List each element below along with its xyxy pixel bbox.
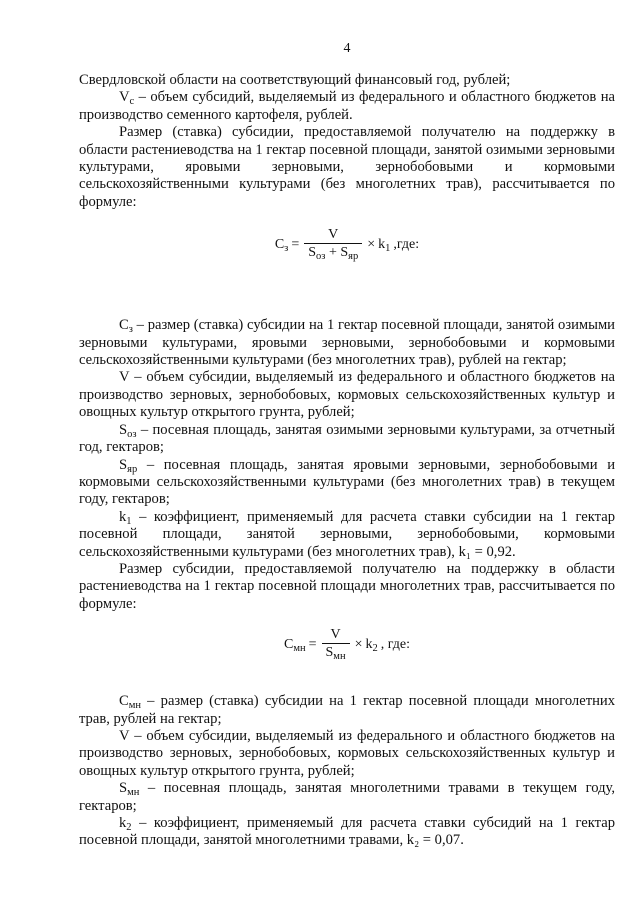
- formula-tail: , где:: [380, 636, 410, 652]
- formula-numerator: V: [328, 227, 339, 243]
- document-body: [79, 72, 615, 850]
- paragraph-text: – посевная площадь, занятая яровыми зерновыми, зернобобовыми и кормовыми сельскохозяйственными культурами (без многолетних трав) в текущем году, гектаров;: [79, 456, 615, 508]
- paragraph: [79, 72, 615, 89]
- paragraph-text: – посевная площадь, занятая многолетними травами в текущем году, гектаров;: [79, 780, 615, 814]
- formula-coefficient: $k_2$: [365, 636, 378, 654]
- term-symbol: S: [119, 456, 128, 473]
- term-subscript: 1: [126, 515, 132, 527]
- paragraph-text: – посевная площадь, занятая озимыми зерновыми культурами, за отчетный год, гектаров;: [79, 421, 615, 456]
- page-number: 4: [343, 41, 351, 56]
- paragraph: [79, 780, 615, 815]
- term-subscript: оз: [127, 428, 137, 440]
- formula-times: ×: [354, 636, 363, 652]
- formula-eq: =: [308, 636, 317, 652]
- paragraph-text: – коэффициент, применяемый для расчета ставки субсидии на 1 гектар посевной площади, занятой зерновыми, зернобобовыми, кормовыми сельскохозяйственными культурами (без многолетних трав), k₁ = 0,92.: [79, 508, 615, 560]
- term-subscript: яр: [127, 463, 138, 475]
- paragraphs-bottom: [79, 693, 615, 850]
- formula-lhs: $C_{мн}$: [283, 636, 306, 654]
- paragraph: [79, 728, 615, 780]
- term-symbol: S: [119, 421, 128, 438]
- term-symbol: V: [119, 89, 130, 106]
- paragraph: [79, 561, 615, 613]
- formula-cz: [79, 227, 615, 271]
- term-subscript: c: [129, 96, 135, 108]
- paragraph-text: V – объем субсидии, выделяемый из федерального и областного бюджетов на производство зерновых, зернобобовых, кормовых сельскохозяйственных культур и овощных культур открытого грунта, рублей;: [79, 727, 615, 779]
- term-subscript: мн: [127, 787, 140, 799]
- paragraph: [79, 509, 615, 561]
- paragraph: [79, 317, 615, 369]
- paragraph: [79, 815, 615, 850]
- term-subscript: 2: [126, 822, 132, 833]
- paragraphs-mid: [79, 317, 615, 613]
- formula-fraction: [322, 627, 350, 662]
- formula-cmn: [79, 627, 615, 671]
- paragraph-text: – размер (ставка) субсидии на 1 гектар посевной площади, занятой озимыми зерновыми культурами, яровыми зерновыми, зернобобовыми и кормовыми сельскохозяйственными культурами (без многолетних трав), рублей на гектар;: [79, 317, 615, 369]
- paragraph: [79, 89, 615, 124]
- paragraph-text: Размер субсидии, предоставляемой получателю на поддержку в области растениеводства на 1 гектар посевной площади многолетних трав, рассчитывается по формуле:: [79, 560, 615, 612]
- paragraph-text: – размер (ставка) субсидии на 1 гектар посевной площади многолетних трав, рублей на гектар;: [79, 693, 615, 727]
- formula-denominator: $S_{оз} + S_{яр}$: [304, 243, 362, 262]
- paragraph: [79, 124, 615, 211]
- term-subscript: з: [128, 324, 133, 336]
- paragraph-text: Размер (ставка) субсидии, предоставляемой получателю на поддержку в области растениеводства на 1 гектар посевной площади, занятой озимыми зерновыми культурами, яровыми зерновыми, зернобобовыми и кормовыми сельскохозяйственными культурами (без многолетних трав), рассчитывается по формуле:: [79, 124, 615, 210]
- formula-fraction: [304, 227, 362, 262]
- formula-tail: ,где:: [393, 237, 420, 253]
- paragraph-text: Свердловской области на соответствующий финансовый год, рублей;: [79, 72, 511, 88]
- paragraph-text: – объем субсидий, выделяемый из федерального и областного бюджетов на производство семенного картофеля, рублей.: [79, 89, 615, 123]
- paragraphs-top: [79, 72, 615, 211]
- term-symbol: k: [119, 815, 127, 831]
- paragraph: [79, 693, 615, 728]
- term-symbol: k: [119, 508, 127, 525]
- paragraph: [79, 369, 615, 421]
- formula-denominator: $S_{мн}$: [322, 643, 350, 662]
- paragraph-text: V – объем субсидии, выделяемый из федерального и областного бюджетов на производство зерновых, зернобобовых, кормовых сельскохозяйственных культур и овощных культур открытого грунта, рублей;: [79, 369, 615, 421]
- formula-times: ×: [367, 237, 376, 253]
- formula-lhs: $C_з$: [274, 237, 289, 255]
- paragraph: [79, 457, 615, 509]
- term-symbol: С: [119, 693, 129, 710]
- term-subscript: мн: [128, 700, 141, 712]
- formula-eq: =: [291, 237, 300, 253]
- formula-coefficient: $k_1$: [378, 237, 391, 255]
- paragraph: [79, 422, 615, 457]
- term-symbol: S: [119, 780, 128, 797]
- paragraph-text: – коэффициент, применяемый для расчета ставки субсидий на 1 гектар посевной площади, занятой многолетними травами, k₂ = 0,07.: [79, 815, 615, 849]
- formula-numerator: V: [330, 627, 341, 643]
- term-symbol: С: [119, 317, 129, 334]
